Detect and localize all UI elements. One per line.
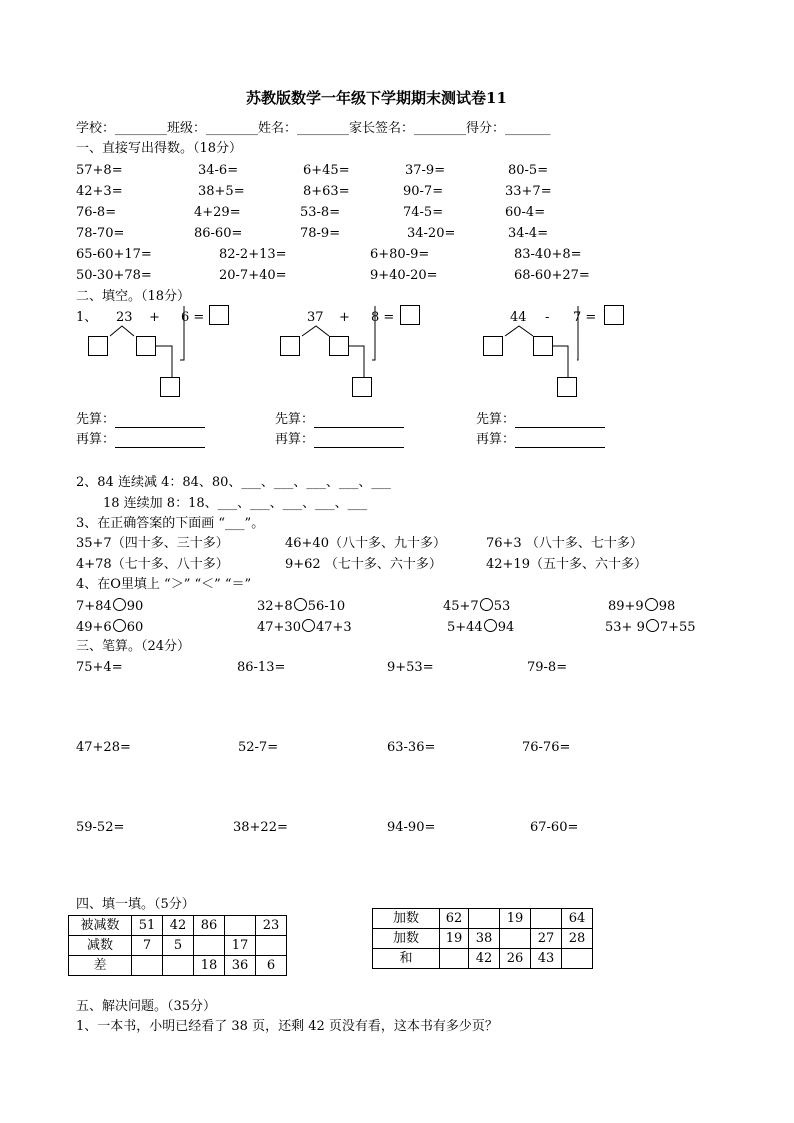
table-cell[interactable] xyxy=(440,949,469,969)
section-3-heading: 三、笔算。（24分） xyxy=(76,639,191,654)
oral-calc: 74-5= xyxy=(403,205,444,220)
compare-circle[interactable] xyxy=(302,619,315,632)
table-cell: 36 xyxy=(225,956,256,976)
compare-circle[interactable] xyxy=(480,598,493,611)
written-calc: 63-36= xyxy=(387,740,436,755)
oral-calc: 34-4= xyxy=(508,226,549,241)
estimate-choice: 46+40（八十多、九十多） xyxy=(285,536,446,551)
table-cell[interactable] xyxy=(256,936,287,956)
compare-item: 7+84 90 xyxy=(76,599,144,614)
estimate-choice: 42+19（五十多、六十多） xyxy=(486,557,647,572)
student-info-line: 学校：________班级：________姓名：________家长签名：________得分：_______ xyxy=(76,121,551,136)
table-cell: 51 xyxy=(132,916,163,936)
oral-calc: 78-70= xyxy=(76,226,125,241)
oral-calc: 9+40-20= xyxy=(370,268,438,283)
oral-calc: 65-60+17= xyxy=(76,247,152,262)
compare-item: 45+7 53 xyxy=(443,599,511,614)
table-cell[interactable] xyxy=(163,956,194,976)
oral-calc: 50-30+78= xyxy=(76,268,152,283)
compare-circle[interactable] xyxy=(484,619,497,632)
operator: - xyxy=(545,310,550,325)
oral-calc: 20-7+40= xyxy=(219,268,287,283)
table-cell[interactable] xyxy=(531,909,562,929)
addition-table xyxy=(372,908,593,969)
oral-calc: 90-7= xyxy=(403,184,444,199)
sequence-subtract: 2、84 连续减 4：84、80、___、___、___、___、___ xyxy=(76,475,391,490)
oral-calc: 57+8= xyxy=(76,163,123,178)
oral-calc: 82-2+13= xyxy=(219,247,287,262)
compare-circle[interactable] xyxy=(113,598,126,611)
written-calc: 94-90= xyxy=(387,820,436,835)
table-cell: 27 xyxy=(531,929,562,949)
second-step-label: 再算： xyxy=(275,432,404,448)
table-cell: 23 xyxy=(256,916,287,936)
written-calc: 76-76= xyxy=(522,740,571,755)
sequence-add: 18 连续加 8：18、___、___、___、___、___ xyxy=(103,496,368,511)
table-cell: 差 xyxy=(69,956,132,976)
oral-calc: 37-9= xyxy=(405,163,446,178)
table-cell: 26 xyxy=(500,949,531,969)
table-cell: 7 xyxy=(132,936,163,956)
operand-b: 8 = xyxy=(371,310,395,325)
written-calc: 59-52= xyxy=(76,820,125,835)
oral-calc: 78-9= xyxy=(300,226,341,241)
table-cell[interactable] xyxy=(225,916,256,936)
compare-circle[interactable] xyxy=(113,619,126,632)
compare-circle[interactable] xyxy=(294,598,307,611)
oral-calc: 6+80-9= xyxy=(370,247,430,262)
table-cell[interactable] xyxy=(562,949,593,969)
question-4: 4、在O里填上 “＞” “＜” “＝” xyxy=(76,577,252,592)
table-cell: 19 xyxy=(440,929,469,949)
oral-calc: 38+5= xyxy=(198,184,245,199)
operator: + xyxy=(339,310,350,325)
estimate-choice: 9+62 （七十多、六十多） xyxy=(285,557,442,572)
first-step-label: 先算： xyxy=(76,412,205,428)
estimate-choice: 35+7（四十多、三十多） xyxy=(76,536,229,551)
written-calc: 67-60= xyxy=(530,820,579,835)
estimate-choice: 76+3 （八十多、七十多） xyxy=(486,536,643,551)
written-calc: 9+53= xyxy=(387,660,434,675)
oral-calc: 53-8= xyxy=(300,205,341,220)
compare-circle[interactable] xyxy=(646,619,659,632)
table-cell: 38 xyxy=(469,929,500,949)
table-cell: 28 xyxy=(562,929,593,949)
compare-circle[interactable] xyxy=(645,598,658,611)
oral-calc: 34-6= xyxy=(198,163,239,178)
table-cell: 减数 xyxy=(69,936,132,956)
table-cell[interactable] xyxy=(469,909,500,929)
first-step-label: 先算： xyxy=(476,412,605,428)
table-cell: 18 xyxy=(194,956,225,976)
table-cell: 42 xyxy=(469,949,500,969)
operand-a: 23 xyxy=(116,310,133,325)
compare-item: 47+30 47+3 xyxy=(257,620,352,635)
split-diagram-lines xyxy=(0,0,794,420)
table-cell: 加数 xyxy=(373,909,440,929)
table-cell[interactable] xyxy=(194,936,225,956)
table-cell: 17 xyxy=(225,936,256,956)
oral-calc: 34-20= xyxy=(407,226,456,241)
oral-calc: 8+63= xyxy=(303,184,350,199)
operand-b: 7 = xyxy=(573,310,597,325)
question-3: 3、在正确答案的下面画 “___”。 xyxy=(76,516,265,531)
table-cell: 被减数 xyxy=(69,916,132,936)
written-calc: 52-7= xyxy=(238,740,279,755)
written-calc: 86-13= xyxy=(237,660,286,675)
oral-calc: 68-60+27= xyxy=(514,268,590,283)
operand-a: 37 xyxy=(307,310,324,325)
word-problem: 1、一本书，小明已经看了 38 页，还剩 42 页没有看，这本书有多少页？ xyxy=(76,1019,498,1034)
table-cell: 5 xyxy=(163,936,194,956)
table-cell[interactable] xyxy=(500,929,531,949)
table-cell: 86 xyxy=(194,916,225,936)
table-cell: 和 xyxy=(373,949,440,969)
oral-calc: 76-8= xyxy=(76,205,117,220)
written-calc: 75+4= xyxy=(76,660,123,675)
section-4-heading: 四、填一填。（5分） xyxy=(76,897,195,912)
oral-calc: 6+45= xyxy=(303,163,350,178)
oral-calc: 4+29= xyxy=(194,205,241,220)
written-calc: 38+22= xyxy=(233,820,288,835)
table-cell: 加数 xyxy=(373,929,440,949)
compare-item: 49+6 60 xyxy=(76,620,144,635)
oral-calc: 33+7= xyxy=(505,184,552,199)
compare-item: 32+8 56-10 xyxy=(257,599,346,614)
section-5-heading: 五、解决问题。（35分） xyxy=(76,999,217,1014)
subtraction-table xyxy=(68,915,287,976)
question-number: 1、 xyxy=(76,310,98,325)
section-2-heading: 二、填空。（18分） xyxy=(76,289,191,304)
table-cell: 62 xyxy=(440,909,469,929)
section-1-heading: 一、直接写出得数。（18分） xyxy=(76,141,243,156)
operator: + xyxy=(149,310,160,325)
first-step-label: 先算： xyxy=(275,412,404,428)
oral-calc: 42+3= xyxy=(76,184,123,199)
compare-item: 5+44 94 xyxy=(447,620,515,635)
oral-calc: 80-5= xyxy=(508,163,549,178)
second-step-label: 再算： xyxy=(76,432,205,448)
oral-calc: 83-40+8= xyxy=(514,247,582,262)
compare-item: 53+ 9 7+55 xyxy=(605,620,696,635)
table-cell: 42 xyxy=(163,916,194,936)
operand-a: 44 xyxy=(510,310,527,325)
table-cell: 64 xyxy=(562,909,593,929)
written-calc: 79-8= xyxy=(527,660,568,675)
table-cell: 43 xyxy=(531,949,562,969)
second-step-label: 再算： xyxy=(476,432,605,448)
written-calc: 47+28= xyxy=(76,740,131,755)
table-cell: 19 xyxy=(500,909,531,929)
oral-calc: 86-60= xyxy=(194,226,243,241)
operand-b: 6 = xyxy=(181,310,205,325)
page-title: 苏教版数学一年级下学期期末测试卷11 xyxy=(246,89,507,107)
table-cell: 6 xyxy=(256,956,287,976)
oral-calc: 60-4= xyxy=(505,205,546,220)
compare-item: 89+9 98 xyxy=(608,599,676,614)
table-cell[interactable] xyxy=(132,956,163,976)
estimate-choice: 4+78（七十多、八十多） xyxy=(76,557,229,572)
